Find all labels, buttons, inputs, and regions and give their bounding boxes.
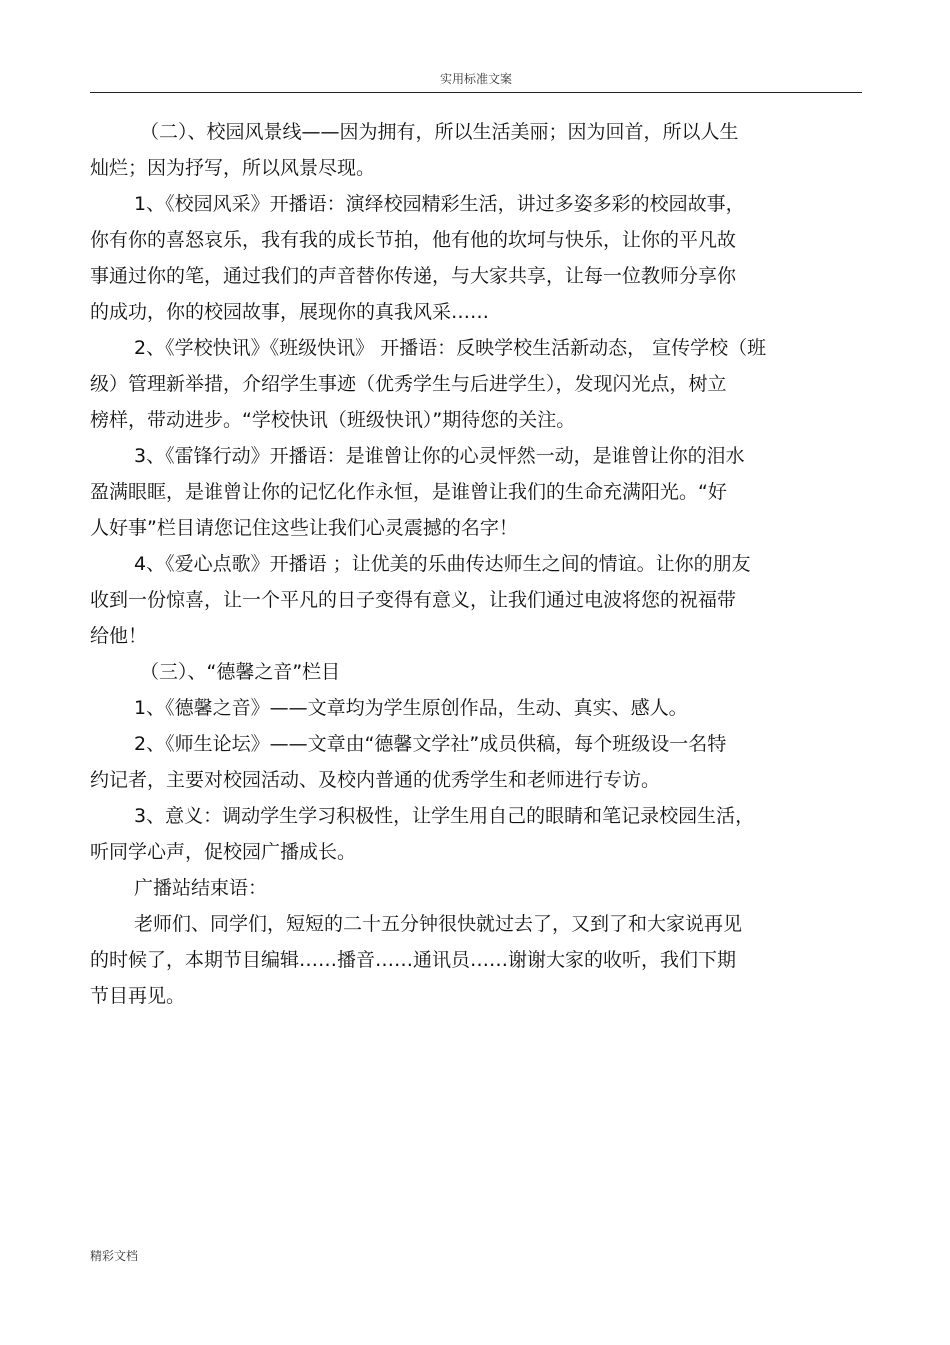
item-1-line-4: 的成功，你的校园故事，展现你的真我风采…… — [90, 301, 490, 323]
item-2-line-2: 级）管理新举措，介绍学生事迹（优秀学生与后进学生），发现闪光点，树立 — [90, 373, 727, 395]
item-1-line-3: 事通过你的笔，通过我们的声音替你传递，与大家共享，让每一位教师分享你 — [90, 265, 737, 287]
section-three-item-2-line-1: 2、《师生论坛》——文章由“德馨文学社”成员供稿，每个班级设一名特 — [134, 733, 727, 755]
section-two-heading-line-1: （二）、校园风景线——因为拥有，所以生活美丽；因为回首，所以人生 — [140, 121, 739, 143]
section-three-item-2-line-2: 约记者，主要对校园活动、及校内普通的优秀学生和老师进行专访。 — [90, 769, 661, 791]
closing-line-1: 老师们、同学们，短短的二十五分钟很快就过去了，又到了和大家说再见 — [134, 913, 743, 935]
page-footer: 精彩文档 — [90, 1249, 139, 1263]
section-three-heading: （三）、“德馨之音”栏目 — [140, 661, 341, 683]
item-3-line-2: 盈满眼眶，是谁曾让你的记忆化作永恒，是谁曾让我们的生命充满阳光。“好 — [90, 481, 727, 503]
closing-line-2: 的时候了，本期节目编辑……播音……通讯员……谢谢大家的收听，我们下期 — [90, 949, 737, 971]
item-4-line-1: 4、《爱心点歌》开播语 ；让优美的乐曲传达师生之间的情谊。让你的朋友 — [134, 553, 751, 575]
item-3-line-3: 人好事”栏目请您记住这些让我们心灵震撼的名字！ — [90, 517, 518, 539]
item-3-line-1: 3、《雷锋行动》开播语：是谁曾让你的心灵怦然一动，是谁曾让你的泪水 — [134, 445, 745, 467]
section-three-item-3-line-1: 3、意义：调动学生学习积极性，让学生用自己的眼睛和笔记录校园生活， — [134, 805, 755, 827]
item-2-line-3: 榜样，带动进步。“学校快讯（班级快讯）”期待您的关注。 — [90, 409, 576, 431]
item-2-line-1: 2、《学校快讯》《班级快讯》 开播语：反映学校生活新动态， 宣传学校（班 — [134, 337, 767, 359]
item-1-line-2: 你有你的喜怒哀乐，我有我的成长节拍，他有他的坎坷与快乐，让你的平凡故 — [90, 229, 737, 251]
closing-heading: 广播站结束语： — [134, 877, 268, 899]
section-two-heading-line-2: 灿烂；因为抒写，所以风景尽现。 — [90, 157, 376, 179]
page-header — [90, 64, 862, 93]
section-three-item-3-line-2: 听同学心声，促校园广播成长。 — [90, 841, 357, 863]
section-three-item-1: 1、《德馨之音》——文章均为学生原创作品，生动、真实、感人。 — [134, 697, 688, 719]
closing-line-3: 节目再见。 — [90, 985, 186, 1007]
item-4-line-3: 给他！ — [90, 625, 148, 647]
item-1-line-1: 1、《校园风采》开播语：演绎校园精彩生活，讲过多姿多彩的校园故事， — [134, 193, 745, 215]
header-title: 实用标准文案 — [439, 72, 512, 86]
item-4-line-2: 收到一份惊喜，让一个平凡的日子变得有意义，让我们通过电波将您的祝福带 — [90, 589, 737, 611]
